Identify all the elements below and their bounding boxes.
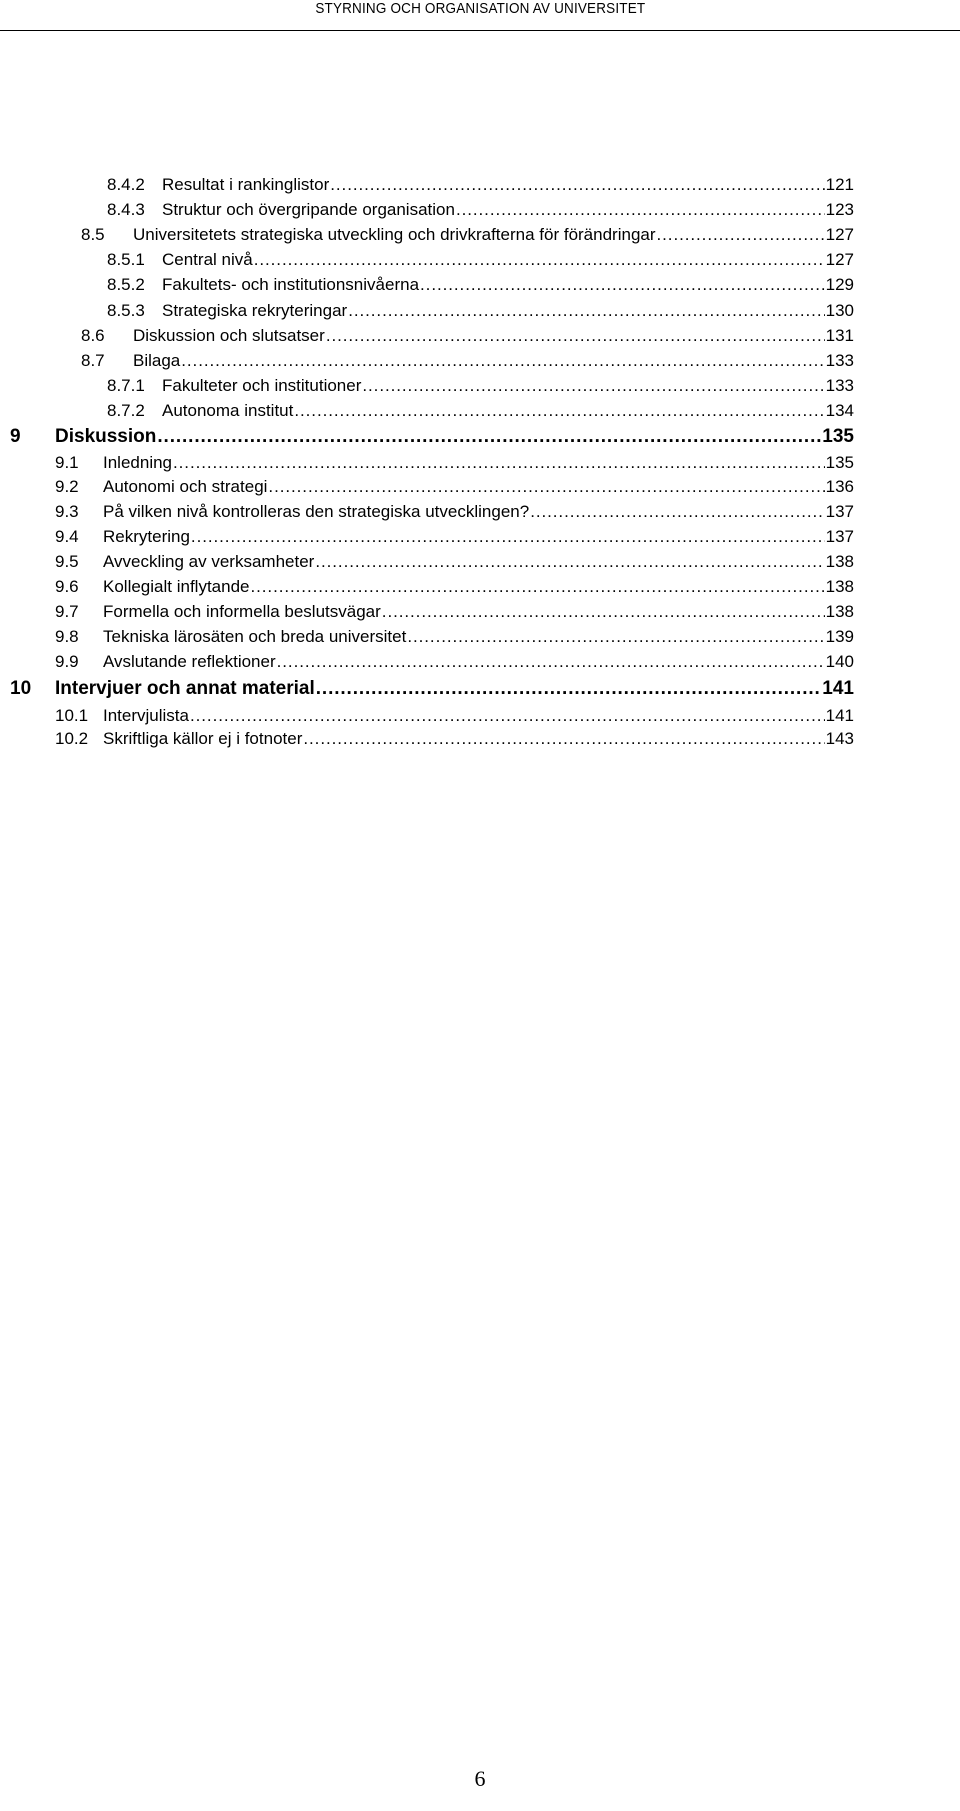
toc-entry-title: Resultat i rankinglistor <box>162 175 330 194</box>
dot-leader <box>330 175 824 195</box>
dot-leader <box>362 376 824 396</box>
toc-entry-page: 138 <box>825 602 854 621</box>
dot-leader <box>157 426 821 448</box>
toc-entry-page: 123 <box>825 200 854 219</box>
toc-entry-page: 133 <box>825 351 854 370</box>
dot-leader <box>294 401 824 421</box>
toc-entry-page: 127 <box>825 225 854 244</box>
toc-entry-number: 9.6 <box>55 577 79 596</box>
toc-entry-page: 121 <box>825 175 854 194</box>
toc-entry-title: Kollegialt inflytande <box>103 577 250 596</box>
toc-entry[interactable] <box>81 225 854 245</box>
toc-entry[interactable] <box>55 577 854 597</box>
toc-entry[interactable] <box>55 729 854 749</box>
dot-leader <box>530 502 824 522</box>
running-header <box>0 0 960 31</box>
toc-entry-page: 138 <box>825 577 854 596</box>
toc-entry[interactable] <box>55 527 854 547</box>
toc-entry[interactable] <box>107 200 854 220</box>
toc-entry-title: Diskussion och slutsatser <box>133 326 325 345</box>
toc-entry-page: 141 <box>822 678 854 699</box>
dot-leader <box>326 326 825 346</box>
dot-leader <box>407 627 824 647</box>
toc-entry-number: 8.5 <box>81 225 105 244</box>
toc-entry-number: 8.5.3 <box>107 301 145 320</box>
dot-leader <box>268 477 824 497</box>
toc-entry-page: 137 <box>825 527 854 546</box>
toc-entry-title: På vilken nivå kontrolleras den strategiska utvecklingen? <box>103 502 530 521</box>
toc-entry-number: 9.8 <box>55 627 79 646</box>
dot-leader <box>315 552 824 572</box>
dot-leader <box>277 652 825 672</box>
toc-entry-title: Intervjuer och annat material <box>55 678 315 699</box>
dot-leader <box>191 527 825 547</box>
toc-entry[interactable] <box>107 301 854 321</box>
dot-leader <box>456 200 825 220</box>
toc-entry-title: Rekrytering <box>103 527 190 546</box>
dot-leader <box>420 275 825 295</box>
toc-entry-number: 9 <box>10 426 21 447</box>
toc-entry-title: Fakultets- och institutionsnivåerna <box>162 275 420 294</box>
toc-entry-number: 8.5.2 <box>107 275 145 294</box>
dot-leader <box>316 678 822 700</box>
dot-leader <box>348 301 824 321</box>
dot-leader <box>181 351 824 371</box>
toc-entry-number: 10.2 <box>55 729 89 748</box>
toc-entry-title: Formella och informella beslutsvägar <box>103 602 381 621</box>
toc-entry-number: 8.7.1 <box>107 376 145 395</box>
toc-entry[interactable] <box>55 652 854 672</box>
toc-entry[interactable] <box>10 678 854 700</box>
toc-entry[interactable] <box>107 376 854 396</box>
toc-entry-title: Inledning <box>103 453 173 472</box>
toc-entry-number: 8.4.3 <box>107 200 145 219</box>
toc-entry[interactable] <box>107 275 854 295</box>
toc-entry-number: 8.5.1 <box>107 250 145 269</box>
toc-entry-page: 139 <box>825 627 854 646</box>
toc-entry-page: 141 <box>825 706 854 725</box>
toc-entry-number: 9.4 <box>55 527 79 546</box>
toc-entry-number: 10 <box>10 678 32 699</box>
dot-leader <box>173 453 825 473</box>
toc-entry[interactable] <box>10 426 854 448</box>
toc-entry-page: 143 <box>825 729 854 748</box>
header-title: STYRNING OCH ORGANISATION AV UNIVERSITET <box>315 0 645 17</box>
toc-entry-page: 135 <box>822 426 854 447</box>
toc-entry[interactable] <box>81 326 854 346</box>
toc-entry-number: 9.1 <box>55 453 79 472</box>
toc-entry-page: 131 <box>825 326 854 345</box>
dot-leader <box>190 706 825 726</box>
toc-entry[interactable] <box>55 453 854 473</box>
dot-leader <box>382 602 825 622</box>
dot-leader <box>254 250 825 270</box>
toc-entry-page: 135 <box>825 453 854 472</box>
toc-entry-page: 133 <box>825 376 854 395</box>
toc-entry-number: 8.7 <box>81 351 105 370</box>
toc-entry-page: 129 <box>825 275 854 294</box>
toc-entry-number: 8.7.2 <box>107 401 145 420</box>
toc-entry-number: 9.2 <box>55 477 79 496</box>
toc-entry-title: Autonomi och strategi <box>103 477 268 496</box>
toc-entry-title: Struktur och övergripande organisation <box>162 200 455 219</box>
toc-entry[interactable] <box>55 502 854 522</box>
toc-entry-title: Autonoma institut <box>162 401 294 420</box>
toc-entry-number: 10.1 <box>55 706 89 725</box>
toc-entry-number: 9.9 <box>55 652 79 671</box>
toc-entry-number: 8.4.2 <box>107 175 145 194</box>
toc-entry[interactable] <box>55 552 854 572</box>
toc-entry[interactable] <box>107 250 854 270</box>
toc-entry[interactable] <box>107 401 854 421</box>
toc-entry[interactable] <box>55 477 854 497</box>
toc-entry-page: 140 <box>825 652 854 671</box>
toc-entry-page: 130 <box>825 301 854 320</box>
toc-entry-title: Skriftliga källor ej i fotnoter <box>103 729 303 748</box>
toc-entry-title: Strategiska rekryteringar <box>162 301 348 320</box>
dot-leader <box>303 729 824 749</box>
toc-entry-title: Avslutande reflektioner <box>103 652 276 671</box>
toc-entry[interactable] <box>107 175 854 195</box>
toc-entry-number: 9.3 <box>55 502 79 521</box>
toc-entry[interactable] <box>55 706 854 726</box>
toc-entry-title: Tekniska lärosäten och breda universitet <box>103 627 407 646</box>
toc-entry-number: 9.7 <box>55 602 79 621</box>
toc-entry-number: 8.6 <box>81 326 105 345</box>
toc-entry-number: 9.5 <box>55 552 79 571</box>
toc-entry-title: Fakulteter och institutioner <box>162 376 362 395</box>
toc-entry-page: 138 <box>825 552 854 571</box>
toc-entry-title: Universitetets strategiska utveckling och drivkrafterna för förändringar <box>133 225 656 244</box>
toc-entry[interactable] <box>55 627 854 647</box>
dot-leader <box>250 577 824 597</box>
dot-leader <box>657 225 825 245</box>
toc-entry-page: 137 <box>825 502 854 521</box>
toc-entry-title: Avveckling av verksamheter <box>103 552 315 571</box>
toc-entry[interactable] <box>55 602 854 622</box>
toc-entry[interactable] <box>81 351 854 371</box>
toc-entry-title: Bilaga <box>133 351 181 370</box>
toc-entry-page: 134 <box>825 401 854 420</box>
toc-entry-title: Central nivå <box>162 250 253 269</box>
toc-entry-page: 136 <box>825 477 854 496</box>
toc-entry-title: Diskussion <box>55 426 157 447</box>
toc-entry-page: 127 <box>825 250 854 269</box>
toc-entry-title: Intervjulista <box>103 706 189 725</box>
page-number: 6 <box>474 1766 486 1791</box>
